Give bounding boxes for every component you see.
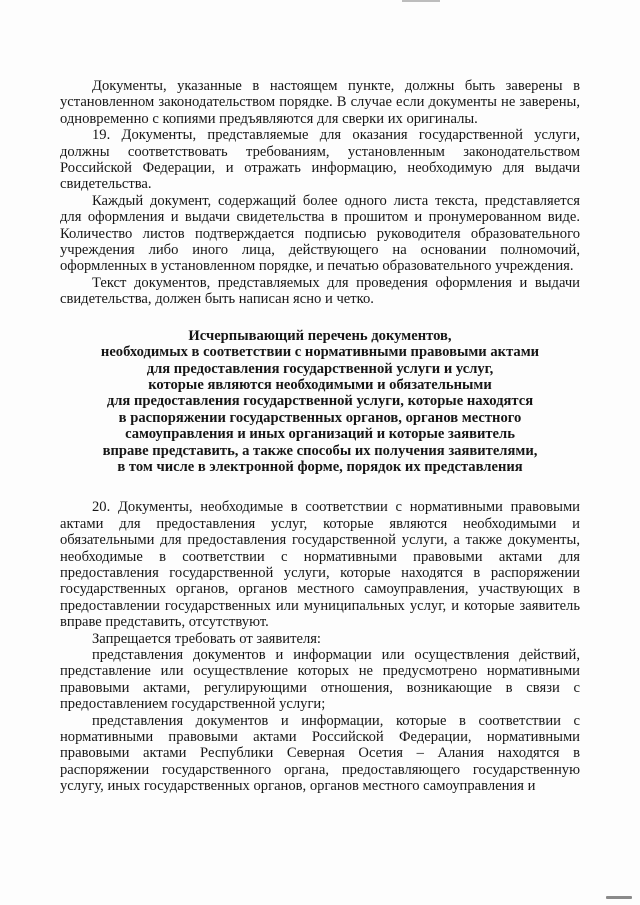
heading-line: в распоряжении государственных органов, органов местного: [118, 409, 522, 426]
heading-line: Исчерпывающий перечень документов,: [188, 327, 452, 344]
heading-line: для предоставления государственной услуги и услуг,: [146, 360, 494, 377]
document-body: [60, 78, 580, 795]
heading-line: вправе представить, а также способы их получения заявителями,: [102, 442, 538, 459]
paragraph-20-documents: 20. Документы, необходимые в соответствии с нормативными правовыми актами для предоставления услуг, которые являются необходимыми и обязательными для предоставления государственной услуги, а также документы, необходимые в соответствии с нормативными правовыми актами для предоставления государственной услуги, которые находятся в распоряжении государственных органов, органов местного самоуправления, участвующих в предоставлении государственных или муниципальных услуг, и которые заявитель вправе представить, отсутствуют.: [60, 499, 580, 631]
paragraph-19-requirements: 19. Документы, представляемые для оказания государственной услуги, должны соответствовать требованиям, установленным законодательством Российской Федерации, и отражать информацию, необходимую для выдачи свидетельства.: [60, 127, 580, 193]
heading-line: в том числе в электронной форме, порядок их представления: [117, 458, 523, 475]
scan-artifact-top: [402, 0, 440, 2]
scan-artifact-bottom: [606, 896, 632, 899]
heading-line: самоуправления и иных организаций и которые заявитель: [125, 426, 515, 443]
heading-line: для предоставления государственной услуги, которые находятся: [106, 393, 534, 410]
paragraph-documents-certified: Документы, указанные в настоящем пункте, должны быть заверены в установленном законодательством порядке. В случае если документы не заверены, одновременно с копиями предъявляются для сверки их оригиналы.: [60, 78, 580, 127]
paragraph-multi-page-documents: Каждый документ, содержащий более одного листа текста, представляется для оформления и выдачи свидетельства в прошитом и пронумерованном виде. Количество листов подтверждается подписью руководителя образовательного учреждения либо иного лица, действующего на основании полномочий, оформленных в установленном порядке, и печатью образовательного учреждения.: [60, 192, 580, 275]
section-heading: [60, 328, 580, 476]
heading-line: необходимых в соответствии с нормативными правовыми актами: [100, 344, 540, 361]
paragraph-text-legibility: Текст документов, представляемых для проведения оформления и выдачи свидетельства, должен быть написан ясно и четко.: [60, 274, 580, 308]
paragraph-prohibition-information: представления документов и информации, которые в соответствии с нормативными правовыми актами Российской Федерации, нормативными правовыми актами Республики Северная Осетия – Алания находятся в распоряжении государственного органа, предоставляющего государственную услугу, иных государственных органов, органов местного самоуправления и: [60, 712, 580, 795]
paragraph-prohibition-actions: представления документов и информации или осуществления действий, представление или осуществление которых не предусмотрено нормативными правовыми актами, регулирующими отношения, возникающие в связи с предоставлением государственной услуги;: [60, 647, 580, 713]
paragraph-prohibited-requirements: Запрещается требовать от заявителя:: [92, 630, 321, 647]
heading-line: которые являются необходимыми и обязательными: [148, 376, 492, 393]
